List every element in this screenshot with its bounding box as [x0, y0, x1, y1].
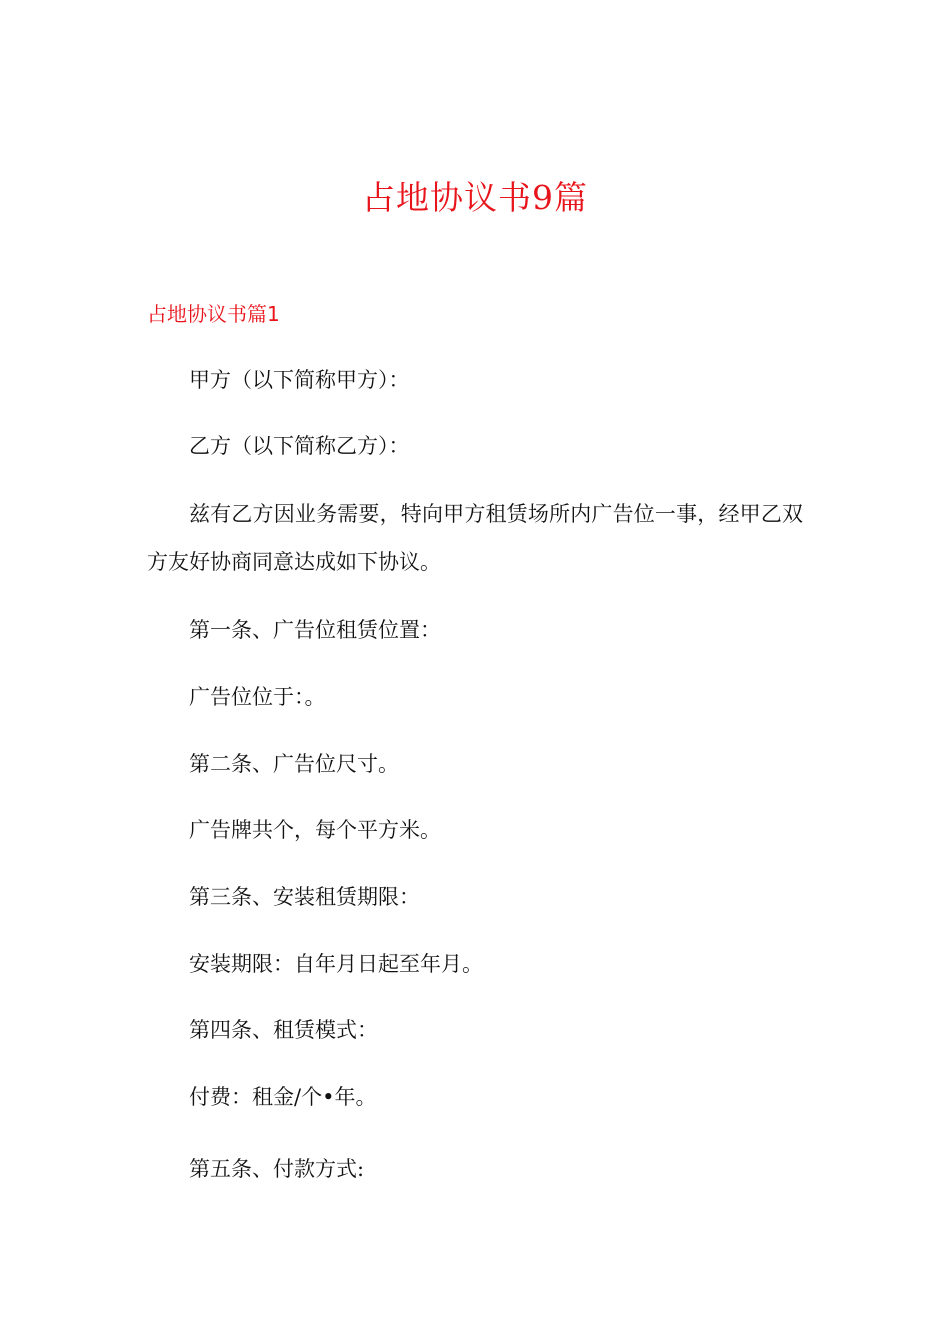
paragraph-fee: 付费：租金/个•年。 [189, 1085, 377, 1109]
paragraph-article-2: 第二条、广告位尺寸。 [189, 752, 399, 776]
paragraph-period: 安装期限：自年月日起至年月。 [189, 952, 483, 976]
paragraph-article-1: 第一条、广告位租赁位置： [189, 618, 441, 642]
paragraph-party-a: 甲方（以下简称甲方）： [189, 368, 410, 392]
paragraph-party-b: 乙方（以下简称乙方）： [189, 434, 410, 458]
paragraph-article-4: 第四条、租赁模式： [189, 1018, 378, 1042]
paragraph-location: 广告位位于：。 [189, 685, 326, 709]
section-heading: 占地协议书篇1 [147, 302, 280, 326]
paragraph-article-5: 第五条、付款方式: [189, 1157, 365, 1181]
document-title: 占地协议书9篇 [362, 178, 588, 217]
paragraph-preamble: 兹有乙方因业务需要，特向甲方租赁场所内广告位一事，经甲乙双方友好协商同意达成如下协议。 [147, 502, 803, 574]
paragraph-article-3: 第三条、安装租赁期限： [189, 885, 420, 909]
paragraph-size: 广告牌共个，每个平方米。 [189, 818, 441, 842]
